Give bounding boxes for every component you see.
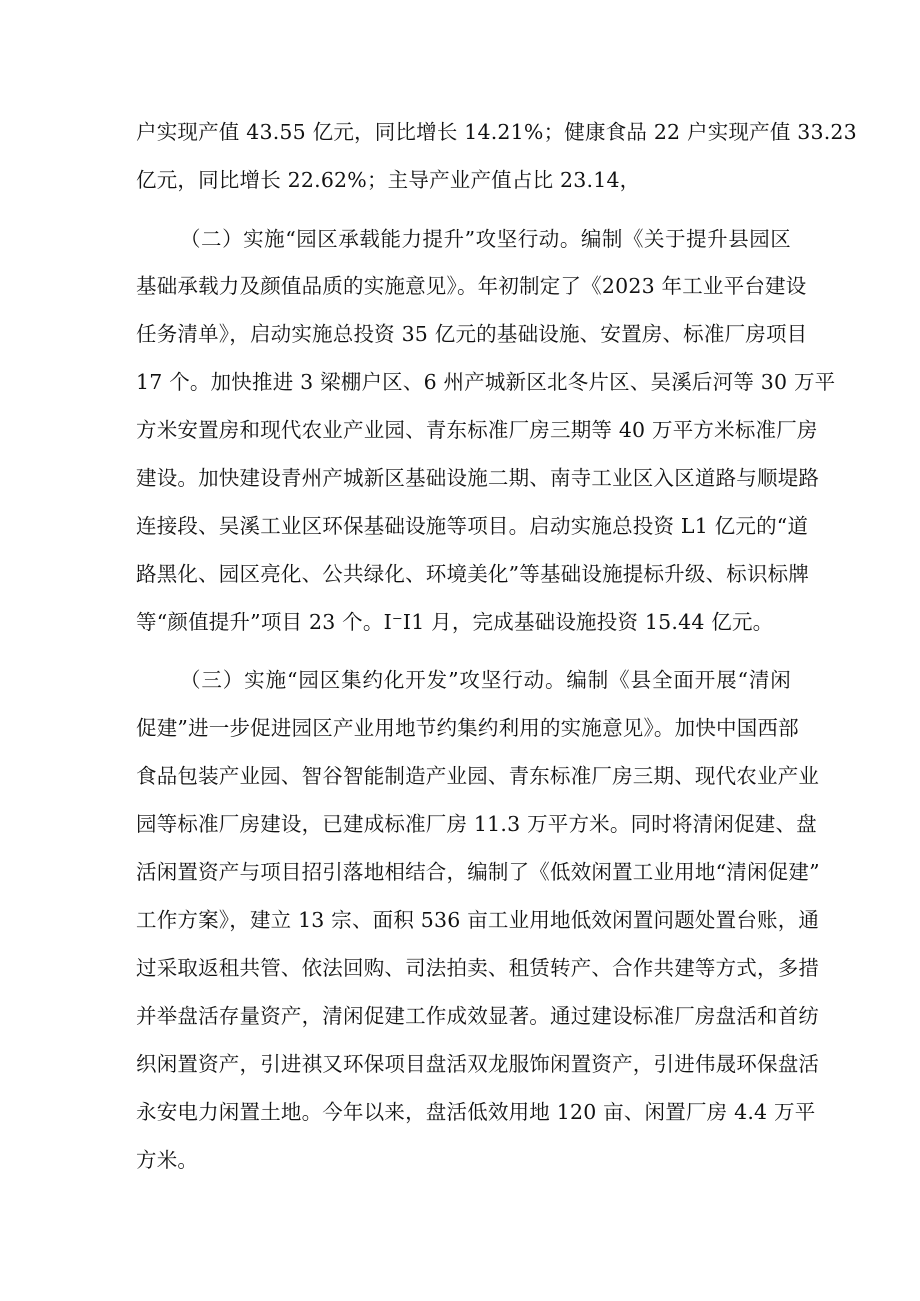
- text-line: 方米。: [136, 1148, 199, 1172]
- text-line: 织闲置资产，引进祺又环保项目盘活双龙服饰闲置资产，引进伟晟环保盘活: [136, 1052, 820, 1076]
- text-line: 方米安置房和现代农业产业园、青东标准厂房三期等 40 万平方米标准厂房: [136, 418, 818, 442]
- text-line: 17 个。加快推进 3 梁棚户区、6 州产城新区北冬片区、吴溪后河等 30 万平: [136, 370, 836, 394]
- section-heading-2: （二）实施“园区承载能力提升”攻坚行动。编制《关于提升县园区: [180, 227, 791, 251]
- text-line: 户实现产值 43.55 亿元，同比增长 14.21%；健康食品 22 户实现产值 33.23: [136, 120, 857, 144]
- text-line: 工作方案》，建立 13 宗、面积 536 亩工业用地低效闲置问题处置台账，通: [136, 908, 820, 932]
- text-line: 永安电力闲置土地。今年以来，盘活低效用地 120 亩、闲置厂房 4.4 万平: [136, 1100, 816, 1124]
- text-line: 等“颜值提升”项目 23 个。I⁻I1 月，完成基础设施投资 15.44 亿元。: [136, 610, 774, 634]
- text-line: 建设。加快建设青州产城新区基础设施二期、南寺工业区入区道路与顺堤路: [136, 466, 820, 490]
- text-line: 连接段、吴溪工业区环保基础设施等项目。启动实施总投资 L1 亿元的“道: [136, 514, 809, 538]
- text-line: 亿元，同比增长 22.62%；主导产业产值占比 23.14，: [136, 168, 641, 192]
- text-line: 基础承载力及颜值品质的实施意见》。年初制定了《2023 年工业平台建设: [136, 274, 807, 298]
- text-line: 任务清单》，启动实施总投资 35 亿元的基础设施、安置房、标准厂房项目: [136, 322, 808, 346]
- text-line: 园等标准厂房建设，已建成标准厂房 11.3 万平方米。同时将清闲促建、盘: [136, 812, 817, 836]
- text-line: 过采取返租共管、依法回购、司法拍卖、租赁转产、合作共建等方式，多措: [136, 956, 820, 980]
- text-line: 食品包装产业园、智谷智能制造产业园、青东标准厂房三期、现代农业产业: [136, 764, 820, 788]
- section-heading-3: （三）实施“园区集约化开发”攻坚行动。编制《县全面开展“清闲: [180, 668, 791, 692]
- text-line: 路黑化、园区亮化、公共绿化、环境美化”等基础设施提标升级、标识标牌: [136, 562, 810, 586]
- text-line: 活闲置资产与项目招引落地相结合，编制了《低效闲置工业用地“清闲促建”: [136, 860, 820, 884]
- text-line: 促建”进一步促进园区产业用地节约集约利用的实施意见》。加快中国西部: [136, 716, 799, 740]
- text-line: 并举盘活存量资产，清闲促建工作成效显著。通过建设标准厂房盘活和首纺: [136, 1004, 820, 1028]
